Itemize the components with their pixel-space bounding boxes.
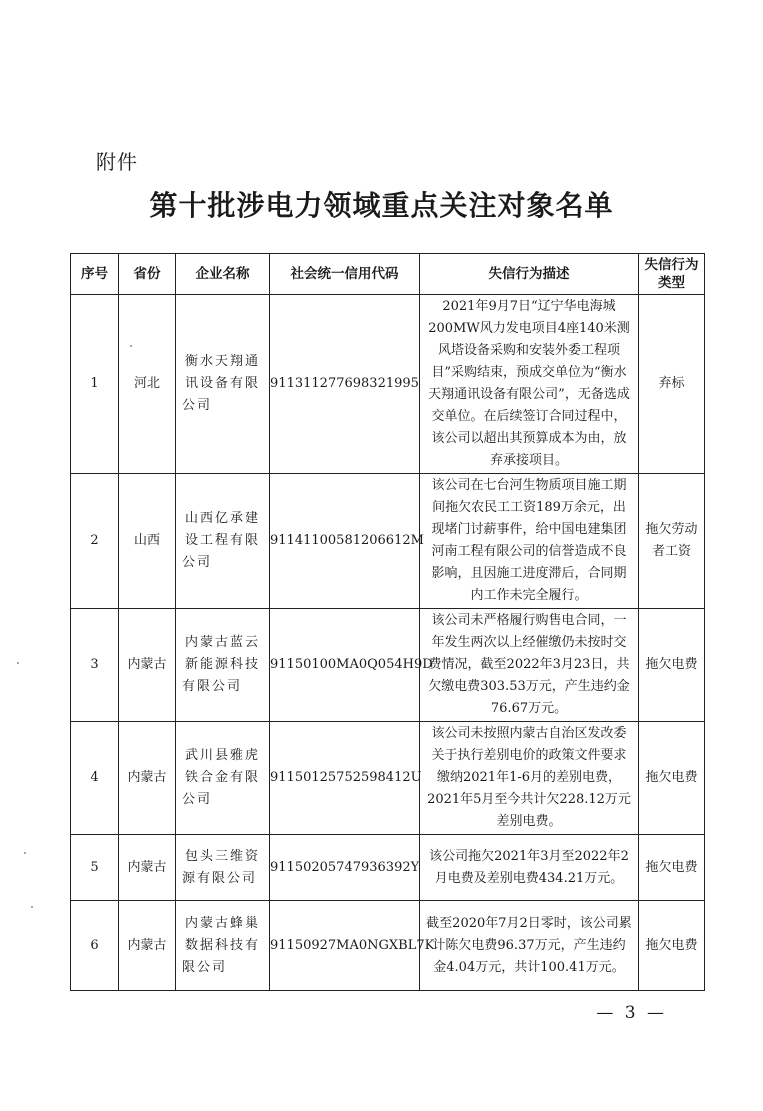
row-type: 弃标	[639, 295, 705, 474]
header-seq: 序号	[71, 254, 119, 295]
row-seq: 3	[71, 609, 119, 722]
row-province: 内蒙古	[119, 609, 176, 722]
table-row	[71, 609, 705, 722]
header-province: 省份	[119, 254, 176, 295]
row-description: 该公司拖欠2021年3月至2022年2月电费及差别电费434.21万元。	[420, 835, 639, 901]
table-header-row	[71, 254, 705, 295]
attachment-label: 附件	[96, 150, 138, 174]
row-seq: 4	[71, 722, 119, 835]
scan-speck	[24, 852, 26, 854]
row-description: 该公司在七台河生物质项目施工期间拖欠农民工工资189万余元，出现堵门讨薪事件，给中国电建集团河南工程有限公司的信誉造成不良影响，且因施工进度滞后，合同期内工作未完全履行。	[420, 474, 639, 609]
row-province: 内蒙古	[119, 835, 176, 901]
row-credit-code: 91150125752598412U	[270, 722, 420, 835]
row-company: 内蒙古蜂巢数据科技有限公司	[176, 901, 270, 991]
row-credit-code: 91150205747936392Y	[270, 835, 420, 901]
row-company: 内蒙古蓝云新能源科技有限公司	[176, 609, 270, 722]
scan-speck	[130, 345, 132, 347]
row-province: 内蒙古	[119, 722, 176, 835]
page-number: — 3 —	[596, 1003, 667, 1023]
row-type: 拖欠电费	[639, 835, 705, 901]
row-description: 该公司未按照内蒙古自治区发改委关于执行差别电价的政策文件要求缴纳2021年1-6月的差别电费，2021年5月至今共计欠228.12万元差别电费。	[420, 722, 639, 835]
row-type: 拖欠电费	[639, 901, 705, 991]
row-description: 该公司未严格履行购售电合同，一年发生两次以上经催缴仍未按时交费情况，截至2022年3月23日，共欠缴电费303.53万元，产生违约金76.67万元。	[420, 609, 639, 722]
header-company: 企业名称	[176, 254, 270, 295]
row-credit-code: 91150927MA0NGXBL7K	[270, 901, 420, 991]
row-seq: 6	[71, 901, 119, 991]
row-credit-code: 91150100MA0Q054H9D	[270, 609, 420, 722]
table-row	[71, 722, 705, 835]
table-row	[71, 901, 705, 991]
row-company: 衡水天翔通讯设备有限公司	[176, 295, 270, 474]
row-credit-code: 911311277698321995	[270, 295, 420, 474]
table-row	[71, 835, 705, 901]
row-company: 山西亿承建设工程有限公司	[176, 474, 270, 609]
row-province: 内蒙古	[119, 901, 176, 991]
header-description: 失信行为描述	[420, 254, 639, 295]
focus-list-table	[70, 253, 705, 991]
row-seq: 2	[71, 474, 119, 609]
row-seq: 1	[71, 295, 119, 474]
row-company: 包头三维资源有限公司	[176, 835, 270, 901]
document-title: 第十批涉电力领域重点关注对象名单	[149, 189, 614, 222]
row-company: 武川县雅虎铁合金有限公司	[176, 722, 270, 835]
header-credit-code: 社会统一信用代码	[270, 254, 420, 295]
row-description: 截至2020年7月2日零时，该公司累计陈欠电费96.37万元，产生违约金4.04万元，共计100.41万元。	[420, 901, 639, 991]
row-province: 山西	[119, 474, 176, 609]
row-type: 拖欠电费	[639, 722, 705, 835]
scan-speck	[31, 906, 33, 908]
row-province: 河北	[119, 295, 176, 474]
row-credit-code: 91141100581206612M	[270, 474, 420, 609]
table-row	[71, 474, 705, 609]
row-description: 2021年9月7日“辽宁华电海城200MW风力发电项目4座140米测风塔设备采购和安装外委工程项目”采购结束，预成交单位为“衡水天翔通讯设备有限公司”，无备选成交单位。在后续签订合同过程中，该公司以超出其预算成本为由，放弃承接项目。	[420, 295, 639, 474]
scan-speck	[17, 662, 19, 664]
row-type: 拖欠电费	[639, 609, 705, 722]
row-type: 拖欠劳动者工资	[639, 474, 705, 609]
row-seq: 5	[71, 835, 119, 901]
table-row	[71, 295, 705, 474]
header-type: 失信行为类型	[639, 254, 705, 295]
